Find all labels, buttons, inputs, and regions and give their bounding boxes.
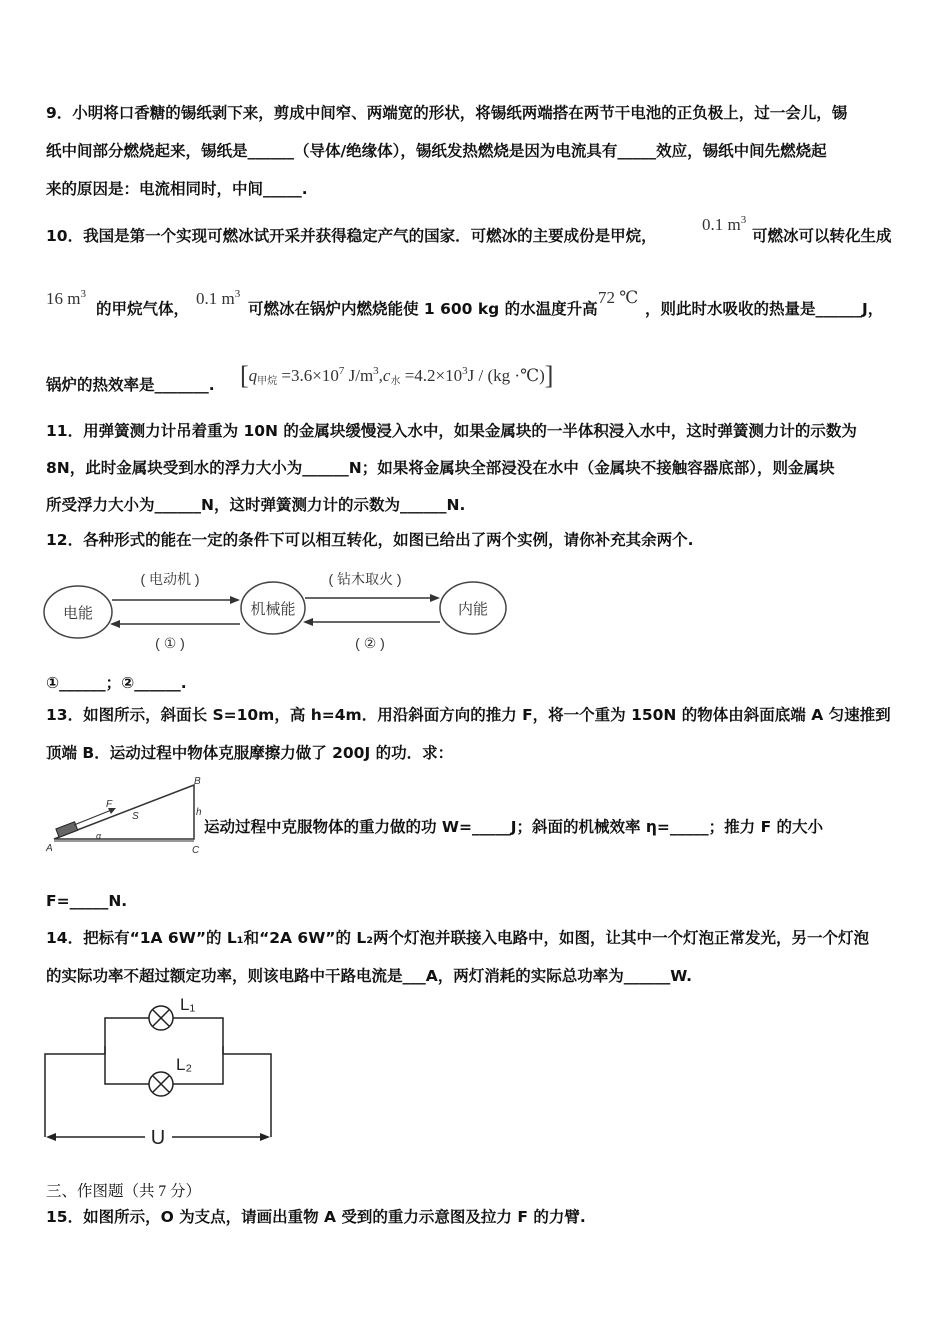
label-A: A (46, 843, 53, 854)
q10-temperature: 72 ℃ (598, 288, 639, 307)
label-C: C (192, 845, 200, 856)
node-mechanical-label: 机械能 (250, 601, 296, 618)
arrowhead-3 (110, 620, 120, 628)
label-F: F (106, 799, 113, 810)
q11-line3: 所受浮力大小为______N，这时弹簧测力计的示数为______N. (46, 496, 466, 514)
arrow-label-motor: ( 电动机 ) (140, 571, 200, 587)
q15-line1: 15．如图所示，O 为支点，请画出重物 A 受到的重力示意图及拉力 F 的力臂. (46, 1208, 586, 1226)
q10-line2b: 可燃冰在锅炉内燃烧能使 1 600 kg 的水温度升高 (248, 300, 598, 318)
q9-line2: 纸中间部分燃烧起来，锡纸是______（导体/绝缘体），锡纸发热燃烧是因为电流具有_____效应，锡纸中间先燃烧起 (46, 142, 827, 160)
label-U: U (150, 1127, 166, 1149)
q10-line1a: 10．我国是第一个实现可燃冰试开采并获得稳定产气的国家．可燃冰的主要成份是甲烷， (46, 227, 657, 245)
q10-line3a: 锅炉的热效率是_______. (46, 376, 215, 394)
q12-line1: 12．各种形式的能在一定的条件下可以相互转化，如图已给出了两个实例，请你补充其余两个. (46, 531, 694, 549)
parallel-circuit-diagram (40, 992, 280, 1152)
q9-line3: 来的原因是：电流相同时，中间_____. (46, 180, 308, 198)
q13-line2: 顶端 B．运动过程中物体克服摩擦力做了 200J 的功．求： (46, 744, 454, 762)
q10-volume-3: 0.1 $m^3$ (196, 288, 241, 308)
node-electric-label: 电能 (62, 605, 94, 622)
q10-line2c: ，则此时水吸收的热量是______J， (645, 300, 884, 318)
q10-constants-formula: [$q_{甲烷} =3.6\times 10^7$ $J/m^3,c_水 =4.2\times 10^3J / (kg$ ·℃)] (240, 361, 554, 390)
q10-line2a: 的甲烷气体， (96, 300, 190, 318)
label-B: B (194, 776, 201, 787)
arrowhead-1 (230, 596, 240, 604)
bulb-L1-icon (149, 1006, 173, 1030)
node-internal-label: 内能 (457, 601, 489, 618)
arrowhead-2 (430, 594, 440, 602)
label-S: S (132, 811, 139, 822)
q14-line2: 的实际功率不超过额定功率，则该电路中干路电流是___A，两灯消耗的实际总功率为______W. (46, 967, 692, 985)
force-arrow (74, 809, 114, 825)
bulb-L2-icon (149, 1072, 173, 1096)
q10-volume-1: 0.1 $m^3$ (702, 214, 747, 234)
inclined-plane-diagram (44, 775, 204, 857)
label-alpha: α (96, 831, 102, 841)
section-3-title: 三、作图题（共 7 分） (46, 1183, 202, 1200)
arrow-label-blank-1: ( ① ) (155, 635, 185, 651)
q14-line1: 14．把标有“1A 6W”的 L₁和“2A 6W”的 L₂两个灯泡并联接入电路中，如图，让其中一个灯泡正常发光，另一个灯泡 (46, 929, 870, 947)
incline-block (56, 822, 78, 838)
arrow-label-blank-2: ( ② ) (355, 635, 385, 651)
q12-answer-line: ①______；②______. (46, 674, 187, 692)
q13-line3: 运动过程中克服物体的重力做的功 W=_____J；斜面的机械效率 η=_____；推力 F 的大小 (204, 818, 824, 836)
q13-line4: F=_____N. (46, 892, 128, 910)
arrowhead-4 (303, 618, 313, 626)
arrow-label-drill-fire: ( 钻木取火 ) (328, 571, 402, 587)
q13-line1: 13．如图所示，斜面长 S=10m，高 h=4m．用沿斜面方向的推力 F，将一个重为 150N 的物体由斜面底端 A 匀速推到 (46, 706, 891, 724)
q10-line1b: 可燃冰可以转化生成 (752, 227, 892, 245)
q11-line1: 11．用弹簧测力计吊着重为 10N 的金属块缓慢浸入水中，如果金属块的一半体积浸入水中，这时弹簧测力计的示数为 (46, 422, 857, 440)
q9-line1: 9．小明将口香糖的锡纸剥下来，剪成中间窄、两端宽的形状，将锡纸两端搭在两节干电池的正负极上，过一会儿，锡 (46, 104, 848, 122)
label-L2: L₂ (176, 1055, 193, 1074)
energy-conversion-diagram (40, 560, 520, 665)
q11-line2: 8N，此时金属块受到水的浮力大小为______N；如果将金属块全部浸没在水中（金属块不接触容器底部），则金属块 (46, 459, 835, 477)
q10-volume-2: 16 $m^3$ (46, 288, 86, 308)
label-L1: L₁ (180, 995, 196, 1014)
label-h: h (196, 807, 202, 818)
